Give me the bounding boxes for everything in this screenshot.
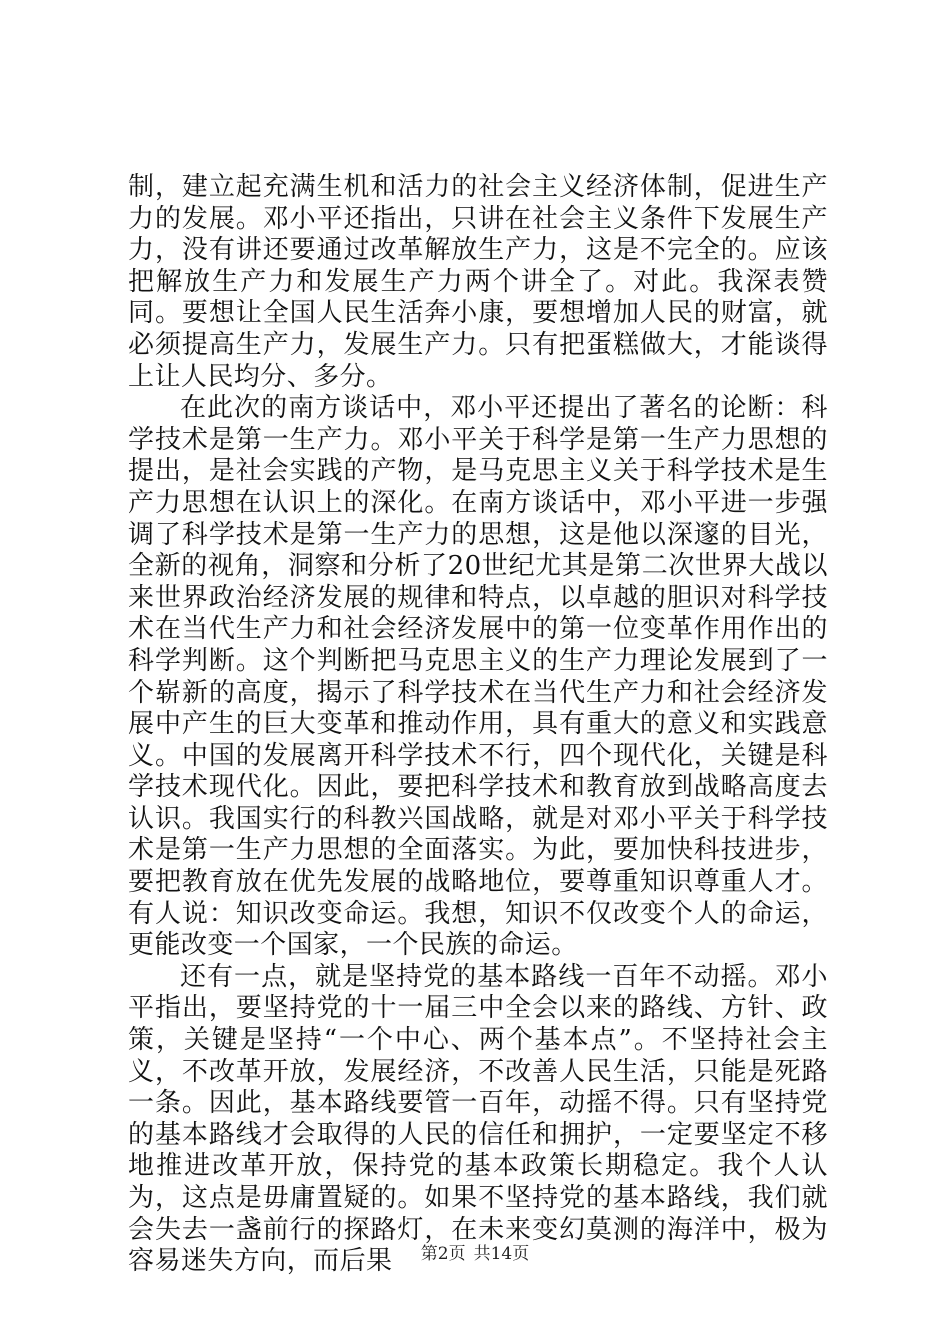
paragraph-2: 在此次的南方谈话中，邓小平还提出了著名的论断：科学技术是第一生产力。邓小平关于科学是第一生产力思想的提出，是社会实践的产物，是马克思主义关于科学技术是生产力思想在认识上的深化。在南方谈话中，邓小平进一步强调了科学技术是第一生产力的思想，这是他以深邃的目光，全新的视角，洞察和分析了20世纪尤其是第二次世界大战以来世界政治经济发展的规律和特点，以卓越的胆识对科学技术在当代生产力和社会经济发展中的第一位变革作用作出的科学判断。这个判断把马克思主义的生产力理论发展到了一个崭新的高度，揭示了科学技术在当代生产力和社会经济发展中产生的巨大变革和推动作用，具有重大的意义和实践意义。中国的发展离开科学技术不行，四个现代化，关键是科学技术现代化。因此，要把科学技术和教育放到战略高度去认识。我国实行的科教兴国战略，就是对邓小平关于科学技术是第一生产力思想的全面落实。为此，要加快科技进步，要把教育放在优先发展的战略地位，要尊重知识尊重人才。有人说：知识改变命运。我想，知识不仅改变个人的命运，更能改变一个国家，一个民族的命运。 — [128, 393, 828, 961]
page-footer — [0, 1244, 950, 1264]
document-body — [128, 172, 828, 1278]
page-total: 共14页 — [473, 1244, 530, 1264]
paragraph-1: 制，建立起充满生机和活力的社会主义经济体制，促进生产力的发展。邓小平还指出，只讲在社会主义条件下发展生产力，没有讲还要通过改革解放生产力，这是不完全的。应该把解放生产力和发展生产力两个讲全了。对此。我深表赞同。要想让全国人民生活奔小康，要想增加人民的财富，就必须提高生产力，发展生产力。只有把蛋糕做大，才能谈得上让人民均分、多分。 — [128, 172, 828, 392]
paragraph-3: 还有一点，就是坚持党的基本路线一百年不动摇。邓小平指出，要坚持党的十一届三中全会以来的路线、方针、政策，关键是坚持“一个中心、两个基本点”。不坚持社会主义，不改革开放，发展经济，不改善人民生活，只能是死路一条。因此，基本路线要管一百年，动摇不得。只有坚持党的基本路线才会取得的人民的信任和拥护，一定要坚定不移地推进改革开放，保持党的基本政策长期稳定。我个人认为，这点是毋庸置疑的。如果不坚持党的基本路线，我们就会失去一盏前行的探路灯，在未来变幻莫测的海洋中，极为容易迷失方向，而后果 — [128, 961, 828, 1277]
page-number: 第2页 — [420, 1244, 466, 1264]
